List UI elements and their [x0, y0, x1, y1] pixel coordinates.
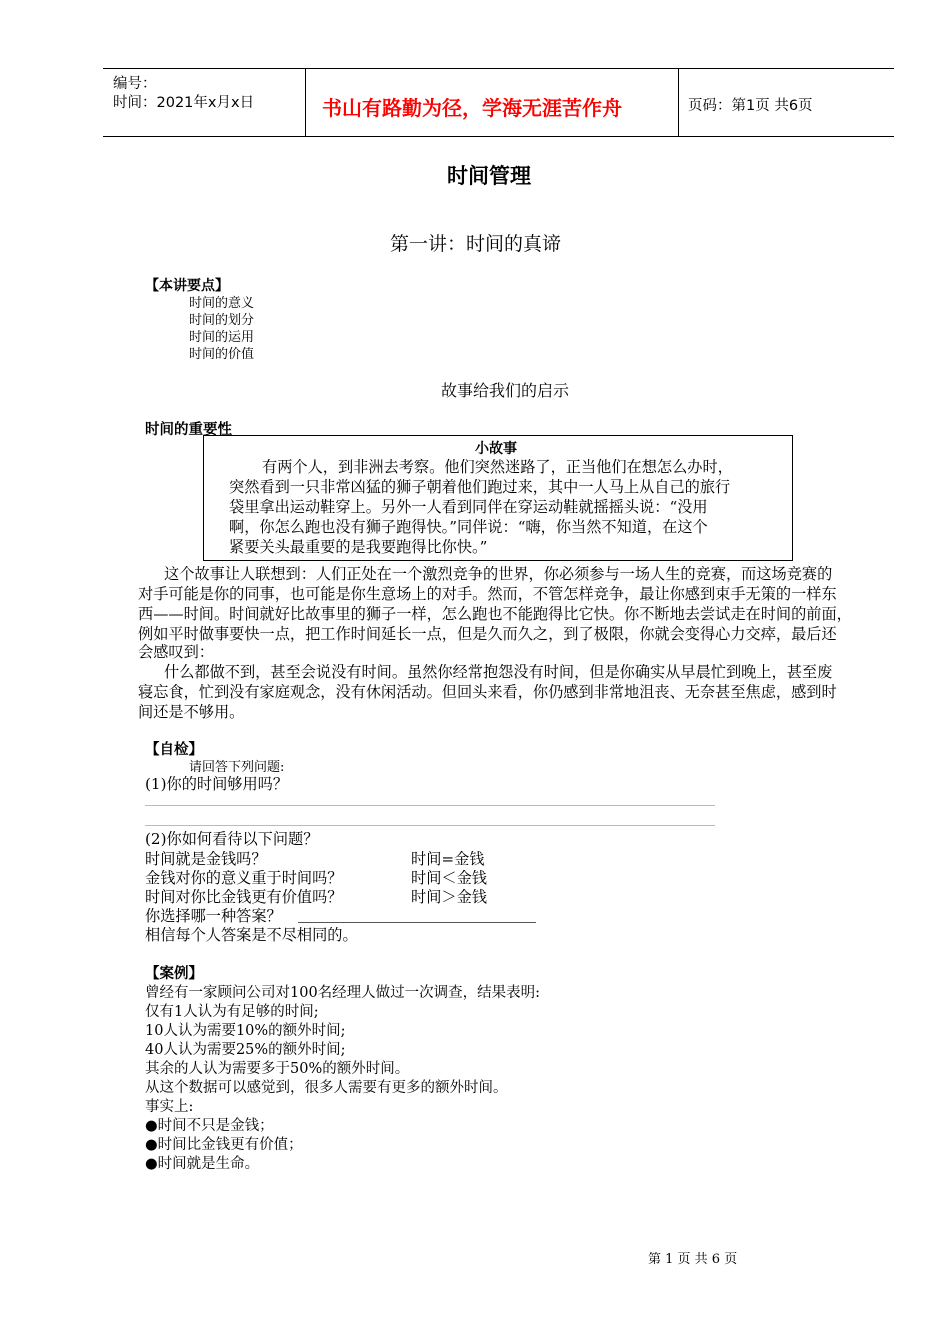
answer-option: 时间=金钱 — [411, 850, 485, 868]
key-point-item: 时间的运用 — [189, 330, 255, 345]
header-divider — [305, 68, 306, 136]
question-2: (2)你如何看待以下问题？ — [145, 830, 319, 848]
paragraph-line: 对手可能是你的同事，也可能是你生意场上的对手。然而，不管怎样竞争，最让你感到束手无策的一样东 — [138, 585, 837, 603]
case-line: 从这个数据可以感觉到，很多人需要有更多的额外时间。 — [145, 1080, 508, 1096]
answer-line[interactable] — [145, 825, 715, 826]
paragraph-line: 例如平时做事要快一点，把工作时间延长一点，但是久而久之，到了极限，你就会变得心力交瘁，最后还 — [138, 625, 837, 643]
question-1: (1)你的时间够用吗？ — [145, 775, 289, 793]
question-row: 金钱对你的意义重于时间吗？ — [145, 869, 343, 887]
case-line: 其余的人认为需要多于50%的额外时间。 — [145, 1061, 410, 1077]
case-line: 10人认为需要10%的额外时间; — [145, 1023, 346, 1039]
case-line: 40人认为需要25%的额外时间; — [145, 1042, 346, 1058]
page-footer: 第 1 页 共 6 页 — [648, 1252, 738, 1267]
story-line: 紧要关头最重要的是我要跑得比你快。” — [229, 538, 488, 556]
answer-line[interactable] — [145, 805, 715, 806]
paragraph-line: 寝忘食，忙到没有家庭观念，没有休闲活动。但回头来看，你仍感到非常地沮丧、无奈甚至焦虑，感到时 — [138, 683, 837, 701]
story-line: 突然看到一只非常凶猛的狮子朝着他们跑过来，其中一人马上从自己的旅行 — [229, 478, 731, 496]
story-section-title: 故事给我们的启示 — [441, 381, 570, 400]
importance-heading: 时间的重要性 — [145, 422, 232, 438]
header-top-border — [103, 68, 894, 69]
header-motto: 书山有路勤为径，学海无涯苦作舟 — [322, 96, 622, 120]
key-point-item: 时间的意义 — [189, 296, 255, 311]
story-title: 小故事 — [475, 441, 517, 457]
header-time-label: 时间：2021年x月x日 — [113, 95, 255, 111]
paragraph-line: 西——时间。时间就好比故事里的狮子一样，怎么跑也不能跑得比它快。你不断地去尝试走在时间的前面， — [138, 605, 852, 623]
key-point-item: 时间的价值 — [189, 347, 255, 362]
question-row: 时间就是金钱吗？ — [145, 850, 267, 868]
header-number-label: 编号： — [113, 76, 157, 92]
paragraph-line: 会感叹到： — [138, 643, 214, 661]
story-line: 啊，你怎么跑也没有狮子跑得快。”同伴说：“嗨，你当然不知道，在这个 — [229, 518, 708, 536]
answer-option: 时间＜金钱 — [411, 869, 487, 887]
case-line: 曾经有一家顾问公司对100名经理人做过一次调查，结果表明: — [145, 985, 541, 1001]
key-point-item: 时间的划分 — [189, 313, 255, 328]
self-check-note: 相信每个人答案是不尽相同的。 — [145, 926, 358, 944]
lecture-title: 第一讲：时间的真谛 — [390, 233, 562, 255]
case-heading: 【案例】 — [145, 966, 203, 982]
case-line: 仅有1人认为有足够的时间; — [145, 1004, 319, 1020]
case-bullet: ●时间就是生命。 — [145, 1156, 260, 1172]
paragraph-line: 什么都做不到，甚至会说没有时间。虽然你经常抱怨没有时间，但是你确实从早晨忙到晚上，甚至废 — [164, 663, 833, 681]
header-bottom-border — [103, 136, 894, 137]
story-line: 有两个人，到非洲去考察。他们突然迷路了，正当他们在想怎么办时， — [262, 458, 733, 476]
story-line: 袋里拿出运动鞋穿上。另外一人看到同伴在穿运动鞋就摇摇头说：“没用 — [229, 498, 708, 516]
case-bullet: ●时间比金钱更有价值； — [145, 1137, 303, 1153]
header-page-label: 页码：第1页 共6页 — [688, 98, 813, 114]
self-check-heading: 【自检】 — [145, 742, 203, 758]
case-line: 事实上: — [145, 1099, 194, 1115]
self-check-prompt: 请回答下列问题: — [189, 760, 285, 775]
paragraph-line: 这个故事让人联想到：人们正处在一个激烈竞争的世界，你必须参与一场人生的竞赛，而这场竞赛的 — [164, 565, 833, 583]
choose-prompt: 你选择哪一种答案？ — [145, 907, 282, 925]
paragraph-line: 间还是不够用。 — [138, 703, 245, 721]
key-points-heading: 【本讲要点】 — [145, 278, 229, 294]
header-divider — [678, 68, 679, 136]
choose-answer-line[interactable] — [298, 922, 536, 923]
page-title: 时间管理 — [447, 164, 531, 188]
case-bullet: ●时间不只是金钱； — [145, 1118, 274, 1134]
question-row: 时间对你比金钱更有价值吗？ — [145, 888, 343, 906]
answer-option: 时间＞金钱 — [411, 888, 487, 906]
